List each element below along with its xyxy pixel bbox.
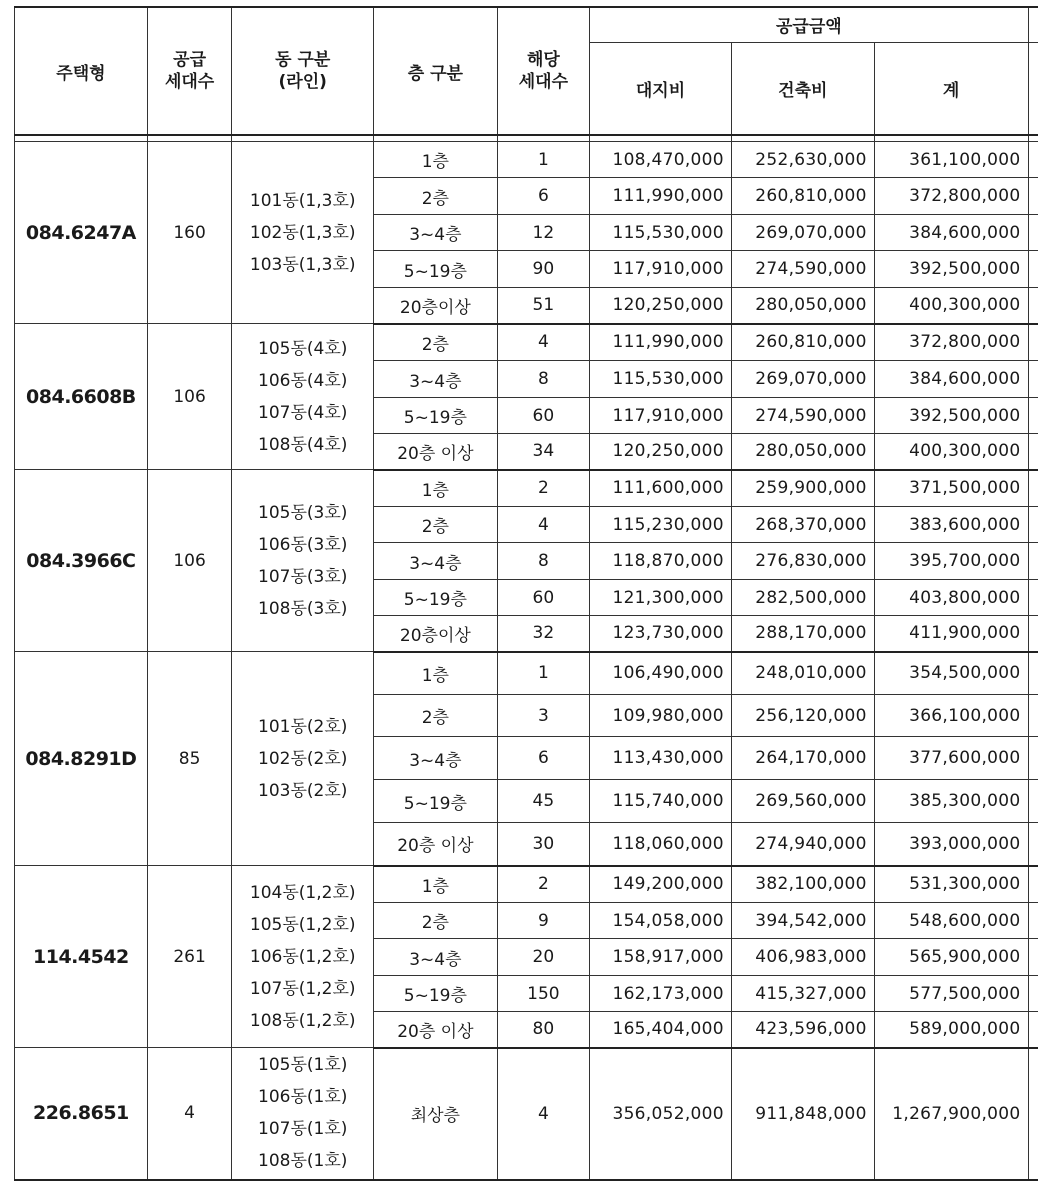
building-cost-cell: 280,050,000 xyxy=(731,288,874,324)
applicable-households-cell: 12 xyxy=(497,215,589,251)
floor-cell: 2층 xyxy=(374,507,498,543)
floor-cell: 5~19층 xyxy=(374,976,498,1012)
applicable-households-cell: 32 xyxy=(497,616,589,652)
total-cell: 384,600,000 xyxy=(874,361,1028,398)
building-cost-cell: 260,810,000 xyxy=(731,178,874,215)
supply-households-cell: 106 xyxy=(147,470,232,652)
dong-line-item: 101동(2호) xyxy=(258,716,348,737)
dong-line-cell xyxy=(232,324,374,470)
cut-edge-cell xyxy=(1028,398,1038,434)
total-cell: 565,900,000 xyxy=(874,939,1028,976)
dong-line-item: 108동(1호) xyxy=(258,1151,348,1172)
dong-line-item: 101동(1,3호) xyxy=(249,190,356,211)
floor-cell: 20층 이상 xyxy=(374,1012,498,1048)
building-cost-cell: 256,120,000 xyxy=(731,695,874,737)
applicable-households-cell: 9 xyxy=(497,903,589,939)
land-cost-cell: 356,052,000 xyxy=(590,1048,732,1180)
supply-price-table xyxy=(14,6,1038,1181)
total-cell: 589,000,000 xyxy=(874,1012,1028,1048)
floor-cell: 1층 xyxy=(374,470,498,507)
building-cost-cell: 274,590,000 xyxy=(731,398,874,434)
cut-edge-cell xyxy=(1028,142,1038,178)
total-cell: 366,100,000 xyxy=(874,695,1028,737)
land-cost-cell: 111,990,000 xyxy=(590,324,732,361)
cut-edge-cell xyxy=(1028,1048,1038,1180)
supply-households-cell: 85 xyxy=(147,652,232,866)
land-cost-cell: 108,470,000 xyxy=(590,142,732,178)
total-cell: 361,100,000 xyxy=(874,142,1028,178)
applicable-households-cell: 51 xyxy=(497,288,589,324)
land-cost-cell: 115,530,000 xyxy=(590,215,732,251)
applicable-households-cell: 1 xyxy=(497,652,589,695)
total-cell: 400,300,000 xyxy=(874,434,1028,470)
land-cost-cell: 149,200,000 xyxy=(590,866,732,903)
applicable-households-cell: 20 xyxy=(497,939,589,976)
floor-cell: 3~4층 xyxy=(374,361,498,398)
floor-cell: 5~19층 xyxy=(374,398,498,434)
housing-type-cell: 226.8651 xyxy=(15,1048,148,1180)
cut-edge-cell xyxy=(1028,324,1038,361)
dong-line-cell xyxy=(232,142,374,324)
applicable-households-cell: 150 xyxy=(497,976,589,1012)
dong-line-item: 106동(3호) xyxy=(258,534,348,555)
cut-edge-cell xyxy=(1028,1012,1038,1048)
header-dong-line: 동 구분 (라인) xyxy=(232,7,374,135)
cut-edge-cell xyxy=(1028,695,1038,737)
floor-cell: 3~4층 xyxy=(374,939,498,976)
land-cost-cell: 121,300,000 xyxy=(590,580,732,616)
table-row xyxy=(15,470,1038,507)
dong-line-item: 107동(1,2호) xyxy=(249,978,356,999)
applicable-households-cell: 30 xyxy=(497,823,589,866)
dong-line-cell xyxy=(232,470,374,652)
applicable-households-cell: 60 xyxy=(497,580,589,616)
supply-households-cell: 4 xyxy=(147,1048,232,1180)
building-cost-cell: 382,100,000 xyxy=(731,866,874,903)
applicable-households-cell: 4 xyxy=(497,324,589,361)
cut-edge-cell xyxy=(1028,737,1038,780)
cut-edge-cell xyxy=(1028,470,1038,507)
dong-line-item: 103동(1,3호) xyxy=(249,254,356,275)
cut-edge-cell xyxy=(1028,251,1038,288)
dong-line-item: 107동(3호) xyxy=(258,566,348,587)
table-body xyxy=(15,135,1038,1180)
total-cell: 400,300,000 xyxy=(874,288,1028,324)
floor-cell: 20층 이상 xyxy=(374,823,498,866)
building-cost-cell: 252,630,000 xyxy=(731,142,874,178)
applicable-households-cell: 45 xyxy=(497,780,589,823)
floor-cell: 최상층 xyxy=(374,1048,498,1180)
dong-line-item: 104동(1,2호) xyxy=(249,882,356,903)
land-cost-cell: 115,740,000 xyxy=(590,780,732,823)
dong-line-item: 108동(3호) xyxy=(258,598,348,619)
cut-edge-cell xyxy=(1028,939,1038,976)
total-cell: 1,267,900,000 xyxy=(874,1048,1028,1180)
dong-line-cell xyxy=(232,866,374,1048)
land-cost-cell: 106,490,000 xyxy=(590,652,732,695)
land-cost-cell: 118,060,000 xyxy=(590,823,732,866)
building-cost-cell: 415,327,000 xyxy=(731,976,874,1012)
cut-edge-cell xyxy=(1028,288,1038,324)
dong-line-item: 105동(4호) xyxy=(258,338,348,359)
header-land-cost: 대지비 xyxy=(590,42,732,135)
floor-cell: 3~4층 xyxy=(374,215,498,251)
applicable-households-cell: 2 xyxy=(497,866,589,903)
applicable-households-cell: 8 xyxy=(497,361,589,398)
housing-type-cell: 084.8291D xyxy=(15,652,148,866)
building-cost-cell: 274,940,000 xyxy=(731,823,874,866)
floor-cell: 3~4층 xyxy=(374,737,498,780)
building-cost-cell: 282,500,000 xyxy=(731,580,874,616)
dong-line-cell xyxy=(232,652,374,866)
supply-households-cell: 106 xyxy=(147,324,232,470)
land-cost-cell: 115,230,000 xyxy=(590,507,732,543)
housing-type-cell: 114.4542 xyxy=(15,866,148,1048)
dong-line-item: 106동(4호) xyxy=(258,370,348,391)
applicable-households-cell: 90 xyxy=(497,251,589,288)
applicable-households-cell: 6 xyxy=(497,178,589,215)
floor-cell: 5~19층 xyxy=(374,580,498,616)
floor-cell: 5~19층 xyxy=(374,780,498,823)
dong-line-item: 108동(1,2호) xyxy=(249,1010,356,1031)
floor-cell: 2층 xyxy=(374,903,498,939)
total-cell: 393,000,000 xyxy=(874,823,1028,866)
applicable-households-cell: 2 xyxy=(497,470,589,507)
total-cell: 577,500,000 xyxy=(874,976,1028,1012)
land-cost-cell: 109,980,000 xyxy=(590,695,732,737)
table-row xyxy=(15,324,1038,361)
total-cell: 392,500,000 xyxy=(874,398,1028,434)
building-cost-cell: 264,170,000 xyxy=(731,737,874,780)
total-cell: 383,600,000 xyxy=(874,507,1028,543)
housing-type-cell: 084.3966C xyxy=(15,470,148,652)
land-cost-cell: 115,530,000 xyxy=(590,361,732,398)
supply-households-cell: 160 xyxy=(147,142,232,324)
cut-edge-cell xyxy=(1028,823,1038,866)
building-cost-cell: 269,070,000 xyxy=(731,361,874,398)
header-cut-edge-2 xyxy=(1028,42,1038,135)
applicable-households-cell: 3 xyxy=(497,695,589,737)
total-cell: 385,300,000 xyxy=(874,780,1028,823)
land-cost-cell: 165,404,000 xyxy=(590,1012,732,1048)
total-cell: 531,300,000 xyxy=(874,866,1028,903)
land-cost-cell: 120,250,000 xyxy=(590,434,732,470)
supply-households-cell: 261 xyxy=(147,866,232,1048)
building-cost-cell: 260,810,000 xyxy=(731,324,874,361)
land-cost-cell: 154,058,000 xyxy=(590,903,732,939)
applicable-households-cell: 80 xyxy=(497,1012,589,1048)
land-cost-cell: 117,910,000 xyxy=(590,398,732,434)
land-cost-cell: 118,870,000 xyxy=(590,543,732,580)
land-cost-cell: 123,730,000 xyxy=(590,616,732,652)
housing-type-cell: 084.6608B xyxy=(15,324,148,470)
total-cell: 384,600,000 xyxy=(874,215,1028,251)
cut-edge-cell xyxy=(1028,543,1038,580)
header-building-cost: 건축비 xyxy=(731,42,874,135)
total-cell: 372,800,000 xyxy=(874,324,1028,361)
dong-line-cell xyxy=(232,1048,374,1180)
total-cell: 392,500,000 xyxy=(874,251,1028,288)
table-row xyxy=(15,1048,1038,1180)
cut-edge-cell xyxy=(1028,434,1038,470)
land-cost-cell: 113,430,000 xyxy=(590,737,732,780)
building-cost-cell: 911,848,000 xyxy=(731,1048,874,1180)
cut-edge-cell xyxy=(1028,215,1038,251)
dong-line-item: 106동(1,2호) xyxy=(249,946,356,967)
building-cost-cell: 423,596,000 xyxy=(731,1012,874,1048)
dong-line-item: 102동(1,3호) xyxy=(249,222,356,243)
land-cost-cell: 120,250,000 xyxy=(590,288,732,324)
building-cost-cell: 259,900,000 xyxy=(731,470,874,507)
building-cost-cell: 248,010,000 xyxy=(731,652,874,695)
floor-cell: 3~4층 xyxy=(374,543,498,580)
header-floor: 층 구분 xyxy=(374,7,498,135)
applicable-households-cell: 1 xyxy=(497,142,589,178)
floor-cell: 1층 xyxy=(374,866,498,903)
header-cut-edge xyxy=(1028,7,1038,42)
land-cost-cell: 111,990,000 xyxy=(590,178,732,215)
applicable-households-cell: 4 xyxy=(497,507,589,543)
price-table-container xyxy=(14,6,1038,1181)
header-supply-price: 공급금액 xyxy=(590,7,1028,42)
building-cost-cell: 269,070,000 xyxy=(731,215,874,251)
table-row xyxy=(15,652,1038,695)
dong-line-item: 105동(1호) xyxy=(258,1055,348,1076)
dong-line-item: 107동(1호) xyxy=(258,1119,348,1140)
total-cell: 371,500,000 xyxy=(874,470,1028,507)
building-cost-cell: 276,830,000 xyxy=(731,543,874,580)
total-cell: 395,700,000 xyxy=(874,543,1028,580)
dong-line-item: 106동(1호) xyxy=(258,1087,348,1108)
floor-cell: 5~19층 xyxy=(374,251,498,288)
header-supply-households: 공급 세대수 xyxy=(147,7,232,135)
cut-edge-cell xyxy=(1028,903,1038,939)
table-row xyxy=(15,866,1038,903)
building-cost-cell: 274,590,000 xyxy=(731,251,874,288)
land-cost-cell: 158,917,000 xyxy=(590,939,732,976)
dong-line-item: 105동(1,2호) xyxy=(249,914,356,935)
floor-cell: 20층이상 xyxy=(374,288,498,324)
applicable-households-cell: 6 xyxy=(497,737,589,780)
header-total: 계 xyxy=(874,42,1028,135)
total-cell: 354,500,000 xyxy=(874,652,1028,695)
total-cell: 403,800,000 xyxy=(874,580,1028,616)
floor-cell: 1층 xyxy=(374,142,498,178)
header-applicable-households: 해당 세대수 xyxy=(497,7,589,135)
applicable-households-cell: 60 xyxy=(497,398,589,434)
cut-edge-cell xyxy=(1028,580,1038,616)
cut-edge-cell xyxy=(1028,652,1038,695)
total-cell: 411,900,000 xyxy=(874,616,1028,652)
total-cell: 372,800,000 xyxy=(874,178,1028,215)
cut-edge-cell xyxy=(1028,866,1038,903)
applicable-households-cell: 4 xyxy=(497,1048,589,1180)
cut-edge-cell xyxy=(1028,361,1038,398)
land-cost-cell: 162,173,000 xyxy=(590,976,732,1012)
dong-line-item: 105동(3호) xyxy=(258,502,348,523)
floor-cell: 20층이상 xyxy=(374,616,498,652)
building-cost-cell: 288,170,000 xyxy=(731,616,874,652)
cut-edge-cell xyxy=(1028,178,1038,215)
total-cell: 548,600,000 xyxy=(874,903,1028,939)
cut-edge-cell xyxy=(1028,976,1038,1012)
applicable-households-cell: 34 xyxy=(497,434,589,470)
building-cost-cell: 394,542,000 xyxy=(731,903,874,939)
building-cost-cell: 269,560,000 xyxy=(731,780,874,823)
table-row xyxy=(15,142,1038,178)
dong-line-item: 107동(4호) xyxy=(258,402,348,423)
housing-type-cell: 084.6247A xyxy=(15,142,148,324)
dong-line-item: 108동(4호) xyxy=(258,434,348,455)
floor-cell: 20층 이상 xyxy=(374,434,498,470)
cut-edge-cell xyxy=(1028,780,1038,823)
total-cell: 377,600,000 xyxy=(874,737,1028,780)
dong-line-item: 102동(2호) xyxy=(258,748,348,769)
header-housing-type: 주택형 xyxy=(15,7,148,135)
cut-edge-cell xyxy=(1028,616,1038,652)
dong-line-item: 103동(2호) xyxy=(258,780,348,801)
building-cost-cell: 406,983,000 xyxy=(731,939,874,976)
land-cost-cell: 117,910,000 xyxy=(590,251,732,288)
building-cost-cell: 280,050,000 xyxy=(731,434,874,470)
applicable-households-cell: 8 xyxy=(497,543,589,580)
floor-cell: 2층 xyxy=(374,178,498,215)
building-cost-cell: 268,370,000 xyxy=(731,507,874,543)
floor-cell: 2층 xyxy=(374,695,498,737)
floor-cell: 1층 xyxy=(374,652,498,695)
floor-cell: 2층 xyxy=(374,324,498,361)
cut-edge-cell xyxy=(1028,507,1038,543)
land-cost-cell: 111,600,000 xyxy=(590,470,732,507)
